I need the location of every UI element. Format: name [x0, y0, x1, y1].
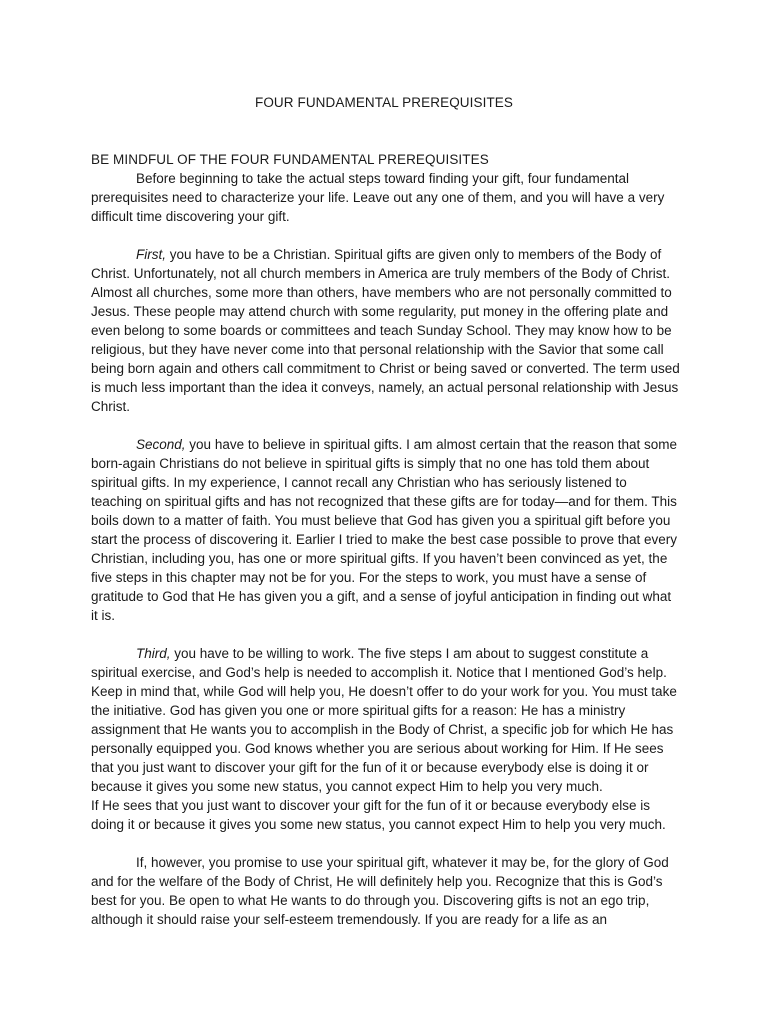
third-text: you have to be willing to work. The five steps I am about to suggest constitute a spiritual exercise, and God’s help is needed to accomplish it. Notice that I mentioned God’s help. Keep in mind that, while God will help you, He doesn’t offer to do your work for you. You must take the initiative. God has given you one or more spiritual gifts for a reason: He has a ministry assignment that He wants you to accomplish in the Body of Christ, a specific job for which He has personally equipped you. God knows whether you are serious about working for Him. If He sees that you just want to discover your gift for the fun of it or because everybody else is doing it or because it gives you some new status, you cannot expect Him to help you very much.: [91, 646, 677, 794]
closing-paragraph: If, however, you promise to use your spiritual gift, whatever it may be, for the glory of God and for the welfare of the Body of Christ, He will definitely help you. Recognize that this is God’s best for you. Be open to what He wants to do through you. Discovering gifts is not an ego trip, although it should raise your self-esteem tremendously. If you are ready for a life as an: [91, 855, 669, 927]
first-lead: First,: [136, 247, 166, 262]
second-text: you have to believe in spiritual gifts. I am almost certain that the reason that some born-again Christians do not believe in spiritual gifts is simply that no one has told them about spiritual gifts. In my experience, I cannot recall any Christian who has seriously listened to teaching on spiritual gifts and has not recognized that these gifts are for today—and for them. This boils down to a matter of faith. You must believe that God has given you a spiritual gift before you start the process of discovering it. Earlier I tried to make the best case possible to prove that every Christian, including you, has one or more spiritual gifts. If you haven’t been convinced as yet, the five steps in this chapter may not be for you. For the steps to work, you must have a sense of gratitude to God that He has given you a gift, and a sense of joyful anticipation in finding out what it is.: [91, 437, 678, 623]
third-prerequisite-paragraph: [91, 644, 681, 796]
intro-paragraph: Before beginning to take the actual steps toward finding your gift, four fundamental prerequisites need to characterize your life. Leave out any one of them, and you will have a very difficult time discovering your gift.: [91, 171, 665, 224]
document-body: [91, 150, 681, 948]
third-lead: Third,: [136, 646, 171, 661]
second-lead: Second,: [136, 437, 186, 452]
repeated-paragraph: If He sees that you just want to discover your gift for the fun of it or because everybody else is doing it or because it gives you some new status, you cannot expect Him to help you very much.: [91, 798, 666, 832]
section-heading: BE MINDFUL OF THE FOUR FUNDAMENTAL PREREQUISITES: [91, 152, 489, 167]
first-prerequisite-paragraph: [91, 245, 681, 416]
first-text: you have to be a Christian. Spiritual gifts are given only to members of the Body of Christ. Unfortunately, not all church members in America are truly members of the Body of Christ. Almost all churches, some more than others, have members who are not personally committed to Jesus. These people may attend church with some regularity, put money in the offering plate and even belong to some boards or committees and teach Sunday School. They may know how to be religious, but they have never come into that personal relationship with the Savior that some call being born again and others call commitment to Christ or being saved or converted. The term used is much less important than the idea it conveys, namely, an actual personal relationship with Jesus Christ.: [91, 247, 680, 414]
second-prerequisite-paragraph: [91, 435, 681, 625]
page-title: FOUR FUNDAMENTAL PREREQUISITES: [254, 95, 514, 110]
